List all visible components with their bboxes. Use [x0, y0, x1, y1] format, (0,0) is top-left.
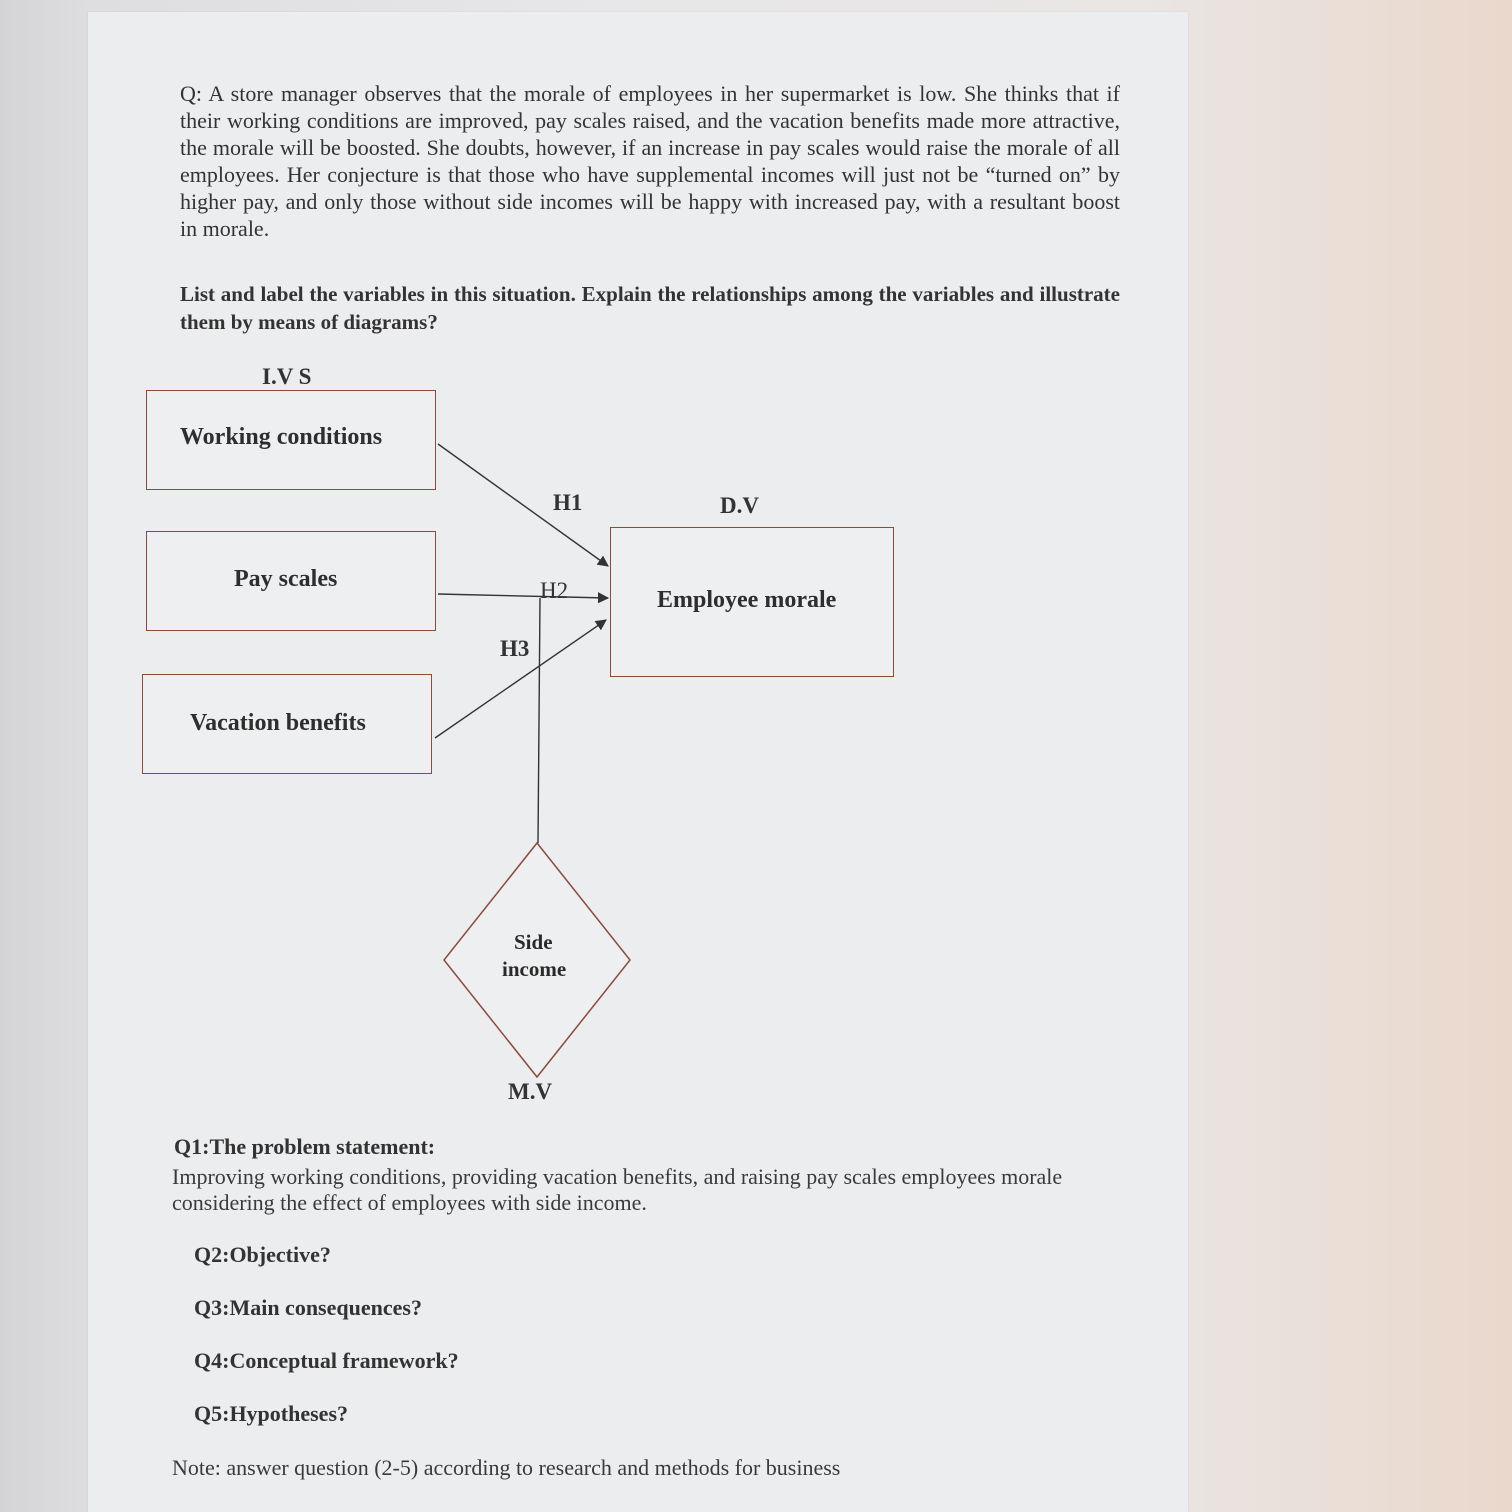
employee-morale-text: Employee morale	[657, 587, 837, 613]
q4-text: Q4:Conceptual framework?	[194, 1348, 459, 1373]
mv-label: M.V	[508, 1079, 553, 1104]
moderator-line	[538, 598, 540, 843]
h1-arrow	[438, 444, 608, 566]
q3-text: Q3:Main consequences?	[194, 1295, 422, 1320]
vacation-benefits-text: Vacation benefits	[190, 710, 366, 736]
intro-paragraph: Q: A store manager observes that the morale of employees in her supermarket is low. She thinks that if their working conditions are improved, pay scales raised, and the vacation benefits made more attractive, the morale will be boosted. She doubts, however, if an increase in pay scales would raise the morale of all employees. Her conjecture is that those who have supplemental incomes will just not be “turned on” by higher pay, and only those without side incomes will be happy with increased pay, with a resultant boost in morale.	[180, 81, 1120, 241]
h3-label: H3	[500, 636, 530, 661]
question-prompt: List and label the variables in this situation. Explain the relationships among the variables and illustrate them by means of diagrams?	[180, 282, 1120, 334]
q1-body: Improving working conditions, providing vacation benefits, and raising pay scales employees morale considering the effect of employees with side income.	[172, 1164, 1063, 1215]
working-conditions-text: Working conditions	[180, 424, 383, 450]
pay-scales-text: Pay scales	[234, 566, 338, 592]
iv-label: I.V S	[262, 364, 312, 389]
dv-label: D.V	[720, 493, 759, 518]
side-income-line1: Side	[514, 930, 553, 954]
h2-label: H2	[540, 578, 569, 603]
q2-text: Q2:Objective?	[194, 1242, 331, 1267]
note-text: Note: answer question (2-5) according to research and methods for business	[172, 1455, 841, 1480]
q5-text: Q5:Hypotheses?	[194, 1401, 348, 1426]
side-income-line2: income	[502, 957, 567, 981]
q1-title: Q1:The problem statement:	[174, 1134, 436, 1159]
h2-arrow	[438, 594, 608, 598]
h1-label: H1	[553, 490, 583, 515]
